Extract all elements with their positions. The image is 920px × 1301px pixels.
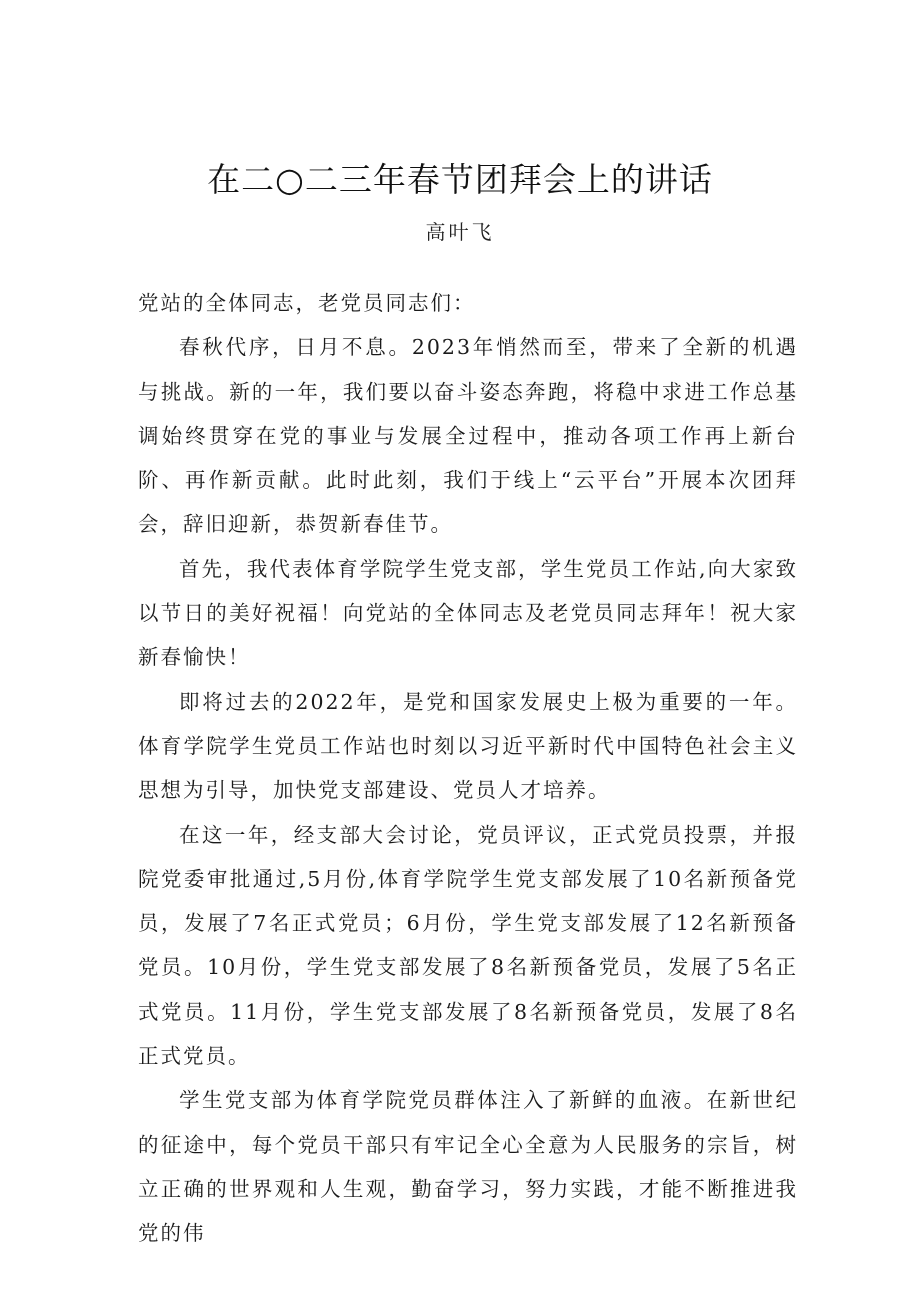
document-title: 在二○二三年春节团拜会上的讲话: [207, 160, 713, 199]
paragraph: 春秋代序，日月不息。2023年悄然而至，带来了全新的机遇与挑战。新的一年，我们要以奋斗姿态奔跑，将稳中求进工作总基调始终贯穿在党的事业与发展全过程中，推动各项工作再上新台阶、再作新贡献。此时此刻，我们于线上“云平台”开展本次团拜会，辞旧迎新，恭贺新春佳节。: [138, 335, 798, 537]
author-name: 高叶飞: [425, 220, 495, 244]
paragraph: 学生党支部为体育学院党员群体注入了新鲜的血液。在新世纪的征途中，每个党员干部只有牢记全心全意为人民服务的宗旨，树立正确的世界观和人生观，勤奋学习，努力实践，才能不断推进我党的伟: [138, 1088, 798, 1246]
paragraph: 首先，我代表体育学院学生党支部，学生党员工作站,向大家致以节日的美好祝福！向党站的全体同志及老党员同志拜年！祝大家新春愉快！: [138, 556, 798, 670]
paragraph: 即将过去的2022年，是党和国家发展史上极为重要的一年。体育学院学生党员工作站也时刻以习近平新时代中国特色社会主义思想为引导，加快党支部建设、党员人才培养。: [138, 689, 798, 803]
paragraph: 在这一年，经支部大会讨论，党员评议，正式党员投票，并报院党委审批通过,5月份,体育学院学生党支部发展了10名新预备党员，发展了7名正式党员；6月份，学生党支部发展了12名新预备党员。10月份，学生党支部发展了8名新预备党员，发展了5名正式党员。11月份，学生党支部发展了8名新预备党员，发展了8名正式党员。: [138, 822, 798, 1069]
speech-body: [138, 281, 798, 1256]
salutation: 党站的全体同志，老党员同志们：: [138, 291, 476, 315]
